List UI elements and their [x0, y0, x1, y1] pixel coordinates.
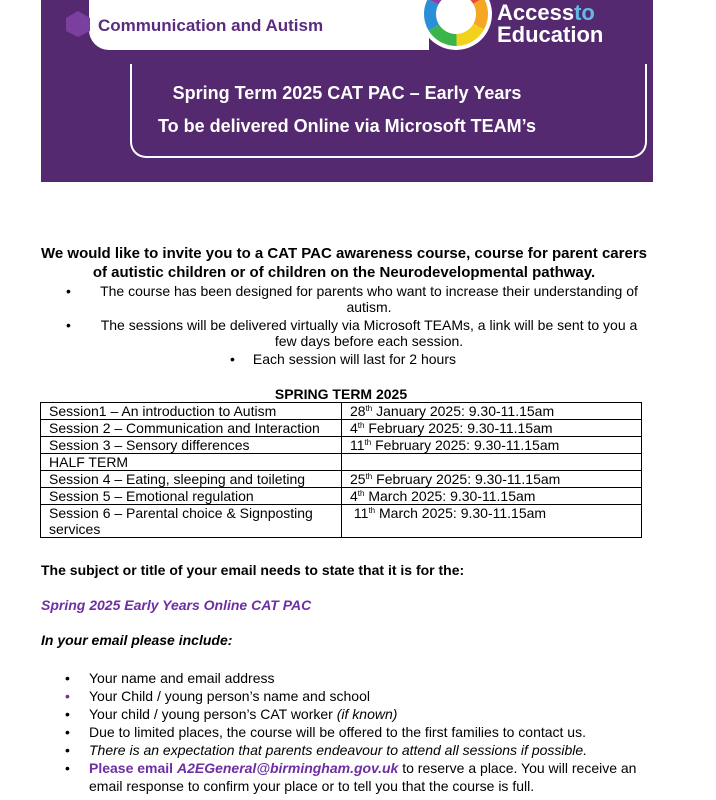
subject-title: Spring 2025 Early Years Online CAT PAC — [41, 597, 312, 613]
date-cell: 4th March 2025: 9.30-11.15am — [342, 488, 642, 505]
list-item — [63, 705, 663, 723]
table-row — [41, 420, 642, 437]
table-row — [41, 437, 642, 454]
bullet-icon: • — [65, 688, 70, 704]
session-cell: HALF TERM — [41, 454, 342, 471]
include-heading: In your email please include: — [41, 632, 233, 648]
session-cell: Session 2 – Communication and Interaction — [41, 420, 342, 437]
hexagon-logo-icon — [64, 10, 92, 38]
email-bullet-list — [63, 669, 663, 795]
list-item — [60, 317, 650, 349]
access-to-education-wordmark — [497, 2, 603, 46]
bullet-icon: • — [230, 351, 235, 367]
list-item — [63, 687, 663, 705]
table-row — [41, 488, 642, 505]
bullet-icon: • — [65, 670, 70, 686]
bullet-text: Your Child / young person’s name and school — [89, 688, 370, 704]
schedule-title: SPRING TERM 2025 — [274, 386, 408, 402]
bullet-italic-note: (if known) — [336, 706, 398, 722]
date-cell: 25th February 2025: 9.30-11.15am — [342, 471, 642, 488]
bullet-text: Your child / young person’s CAT worker — [89, 706, 337, 722]
logo-text: Communication and Autism — [98, 16, 324, 35]
table-row — [41, 403, 642, 420]
banner-subtitle: To be delivered Online via Microsoft TEAM’s — [157, 116, 537, 136]
intro-text: We would like to invite you to a CAT PAC awareness course, course for parent carers of autistic children or of children on the Neurodevelopmental pathway. — [41, 245, 648, 281]
date-cell: 11th February 2025: 9.30-11.15am — [342, 437, 642, 454]
table-row — [41, 505, 642, 538]
access-to-education-logo-icon — [418, 0, 494, 52]
date-cell: 11th March 2025: 9.30-11.15am — [342, 505, 642, 538]
bullet-text: Each session will last for 2 hours — [252, 351, 456, 367]
wordmark-education: Education — [497, 22, 604, 47]
session-cell: Session 5 – Emotional regulation — [41, 488, 342, 505]
contact-suffix: to reserve a place. You will receive an email response to confirm your place or to tell you that the course is full. — [89, 760, 637, 794]
bullet-text: Your name and email address — [89, 670, 275, 686]
date-cell: 28th January 2025: 9.30-11.15am — [342, 403, 642, 420]
list-item — [63, 759, 663, 795]
table-row — [41, 471, 642, 488]
list-item — [60, 283, 650, 315]
bullet-text: There is an expectation that parents endeavour to attend all sessions if possible. — [89, 742, 588, 758]
wordmark-to: to — [574, 0, 595, 25]
banner-frame — [130, 64, 647, 158]
date-cell: 4th February 2025: 9.30-11.15am — [342, 420, 642, 437]
session-cell: Session 3 – Sensory differences — [41, 437, 342, 454]
bullet-text: The course has been designed for parents who want to increase their understanding of autism. — [100, 283, 638, 315]
list-item — [63, 669, 663, 687]
banner-title: Spring Term 2025 CAT PAC – Early Years — [172, 83, 522, 103]
bullet-icon: • — [65, 760, 70, 776]
session-cell: Session 4 – Eating, sleeping and toileting — [41, 471, 342, 488]
table-row — [41, 454, 642, 471]
session-cell: Session 6 – Parental choice & Signposting services — [41, 505, 342, 538]
bullet-text: The sessions will be delivered virtually via Microsoft TEAMs, a link will be sent to you a few days before each session. — [100, 317, 638, 349]
list-item — [230, 351, 456, 367]
list-item — [63, 723, 663, 741]
date-cell — [342, 454, 642, 471]
schedule-table — [40, 402, 642, 538]
wordmark-access: Access — [497, 0, 575, 25]
bullet-icon: • — [66, 317, 71, 333]
bullet-icon: • — [65, 742, 70, 758]
subject-instruction: The subject or title of your email needs to state that it is for the: — [41, 562, 465, 578]
session-cell: Session1 – An introduction to Autism — [41, 403, 342, 420]
bullet-text: Due to limited places, the course will be offered to the first families to contact us. — [89, 724, 586, 740]
contact-prefix: Please email — [89, 760, 177, 776]
contact-email-link[interactable]: A2EGeneral@birmingham.gov.uk — [176, 760, 399, 776]
list-item — [63, 741, 663, 759]
bullet-icon: • — [66, 283, 71, 299]
bullet-icon: • — [65, 724, 70, 740]
bullet-icon: • — [65, 706, 70, 722]
info-bullet-list — [60, 283, 650, 351]
